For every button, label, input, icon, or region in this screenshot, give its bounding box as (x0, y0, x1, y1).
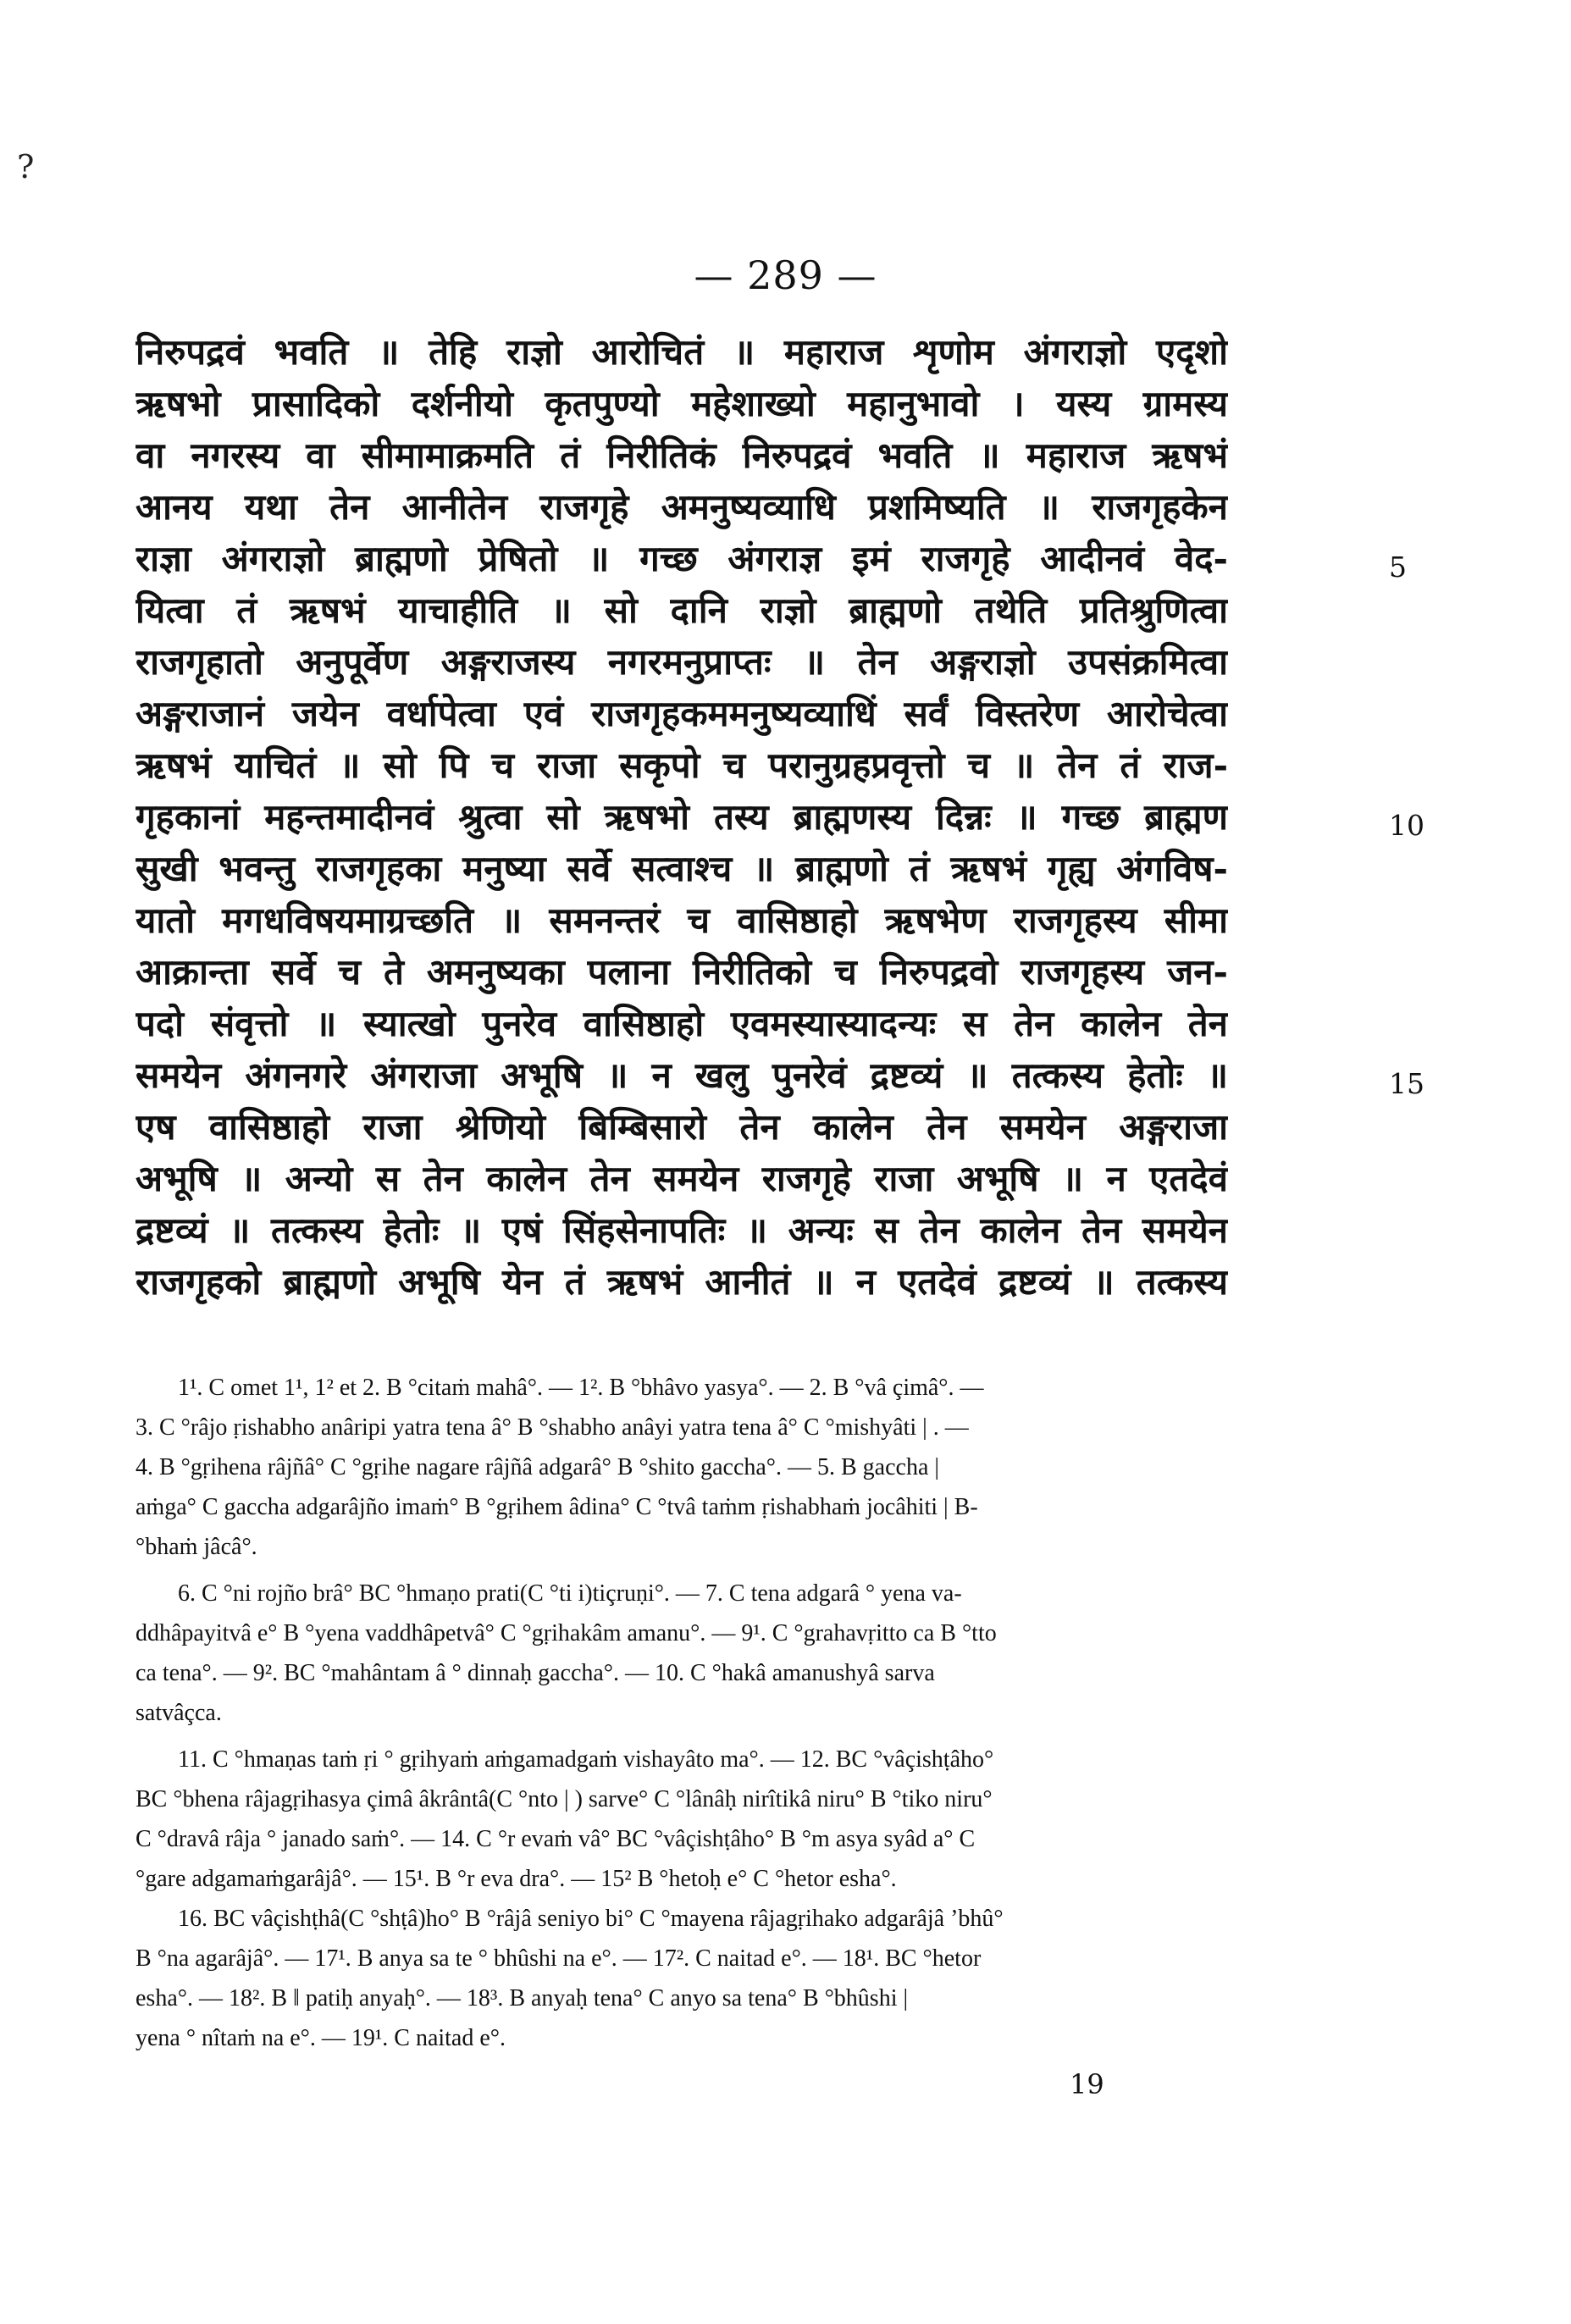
footnote-line: esha°. — 18². B ‖ patiḥ anyaḥ°. — 18³. B anyaḥ tena° C anyo sa tena° B °bhûshi | (136, 1985, 909, 2011)
text-line: राजगृहको ब्राह्मणो अभूषि येन तं ऋषभं आनीतं ॥ न एतदेवं द्रष्टव्यं ॥ तत्कस्य (136, 1261, 1228, 1303)
text-line: अङ्गराजानं जयेन वर्धापेत्वा एवं राजगृहकममनुष्यव्याधिं सर्वं विस्तरेण आरोचेत्वा (136, 693, 1228, 734)
main-text-block (136, 326, 1424, 1308)
footnote-line: 1¹. C omet 1¹, 1² et 2. B °citaṁ mahâ°. — 1². B °bhâvo yasya°. — 2. B °vâ çimâ°. — (178, 1375, 984, 1401)
text-line: पदो संवृत्तो ॥ स्यात्खो पुनरेव वासिष्ठाहो एवमस्यास्यादन्यः स तेन कालेन तेन (136, 1003, 1228, 1044)
footnotes (136, 1368, 1232, 2058)
footnote-line: 6. C °ni rojño brâ° BC °hmaṇo prati(C °ti i)tiçruṇi°. — 7. C tena adgarâ ° yena va- (178, 1580, 962, 1607)
footnote-line: 16. BC vâçishṭhâ(C °shṭâ)ho° B °râjâ seniyo bi° C °mayena râjagṛihako adgarâjâ ’bhû° (178, 1906, 1004, 1932)
text-line: राज्ञा अंगराज्ञो ब्राह्मणो प्रेषितो ॥ गच्छ अंगराज्ञ इमं राजगृहे आदीनवं वेद- (136, 538, 1228, 579)
footnote-line: °bhaṁ jâcâ°. (136, 1534, 257, 1560)
footnote-line: satvâçca. (136, 1700, 222, 1726)
line-number-15: 15 (1389, 1067, 1424, 1100)
text-line: सुखी भवन्तु राजगृहका मनुष्या सर्वे सत्वाश्च ॥ ब्राह्मणो तं ऋषभं गृह्य अंगविष- (136, 848, 1228, 889)
text-line: ऋषभं याचितं ॥ सो पि च राजा सकृपो च परानुग्रहप्रवृत्तो च ॥ तेन तं राज- (136, 744, 1228, 786)
text-line: अभूषि ॥ अन्यो स तेन कालेन तेन समयेन राजगृहे राजा अभूषि ॥ न एतदेवं (136, 1158, 1228, 1199)
footnote-line: 4. B °gṛihena râjñâ° C °gṛihe nagare râjñâ adgarâ° B °shito gaccha°. — 5. B gaccha | (136, 1454, 939, 1480)
text-line: यातो मगधविषयमाग्रच्छति ॥ समनन्तरं च वासिष्ठाहो ऋषभेण राजगृहस्य सीमा (136, 899, 1228, 941)
footnote-line: 3. C °râjo ṛishabho anâripi yatra tena â° B °shabho anâyi yatra tena â° C °mishyâti | . — (136, 1414, 969, 1441)
text-line: द्रष्टव्यं ॥ तत्कस्य हेतोः ॥ एषं सिंहसेनापतिः ॥ अन्यः स तेन कालेन तेन समयेन (136, 1209, 1228, 1251)
text-line: यित्वा तं ऋषभं याचाहीति ॥ सो दानि राज्ञो ब्राह्मणो तथेति प्रतिश्रुणित्वा (136, 589, 1228, 631)
text-line: समयेन अंगनगरे अंगराजा अभूषि ॥ न खलु पुनरेवं द्रष्टव्यं ॥ तत्कस्य हेतोः ॥ (136, 1054, 1228, 1096)
footnote-line: °gare adgamaṁgarâjâ°. — 15¹. B °r eva dra°. — 15² B °hetoḥ e° C °hetor esha°. (136, 1866, 897, 1892)
text-line: राजगृहातो अनुपूर्वेण अङ्गराजस्य नगरमनुप्राप्तः ॥ तेन अङ्गराज्ञो उपसंक्रमित्वा (136, 641, 1228, 683)
footnote-line: aṁga° C gaccha adgarâjño imaṁ° B °gṛihem âdina° C °tvâ taṁm ṛishabhaṁ jocâhiti | B- (136, 1494, 978, 1520)
page-number: — 289 — (694, 252, 877, 298)
text-line: वा नगरस्य वा सीमामाक्रमति तं निरीतिकं निरुपद्रवं भवति ॥ महाराज ऋषभं (136, 434, 1228, 476)
line-number-5: 5 (1389, 551, 1407, 584)
text-line: एष वासिष्ठाहो राजा श्रेणियो बिम्बिसारो तेन कालेन तेन समयेन अङ्गराजा (136, 1106, 1228, 1148)
footnote-line: 11. C °hmaṇas taṁ ṛi ° gṛihyaṁ aṁgamadgaṁ vishayâto ma°. — 12. BC °vâçishṭâho° (178, 1746, 994, 1773)
line-number-10: 10 (1389, 809, 1424, 842)
footnote-line: B °na agarâjâ°. — 17¹. B anya sa te ° bhûshi na e°. — 17². C naitad e°. — 18¹. BC °hetor (136, 1945, 982, 1972)
text-line: आक्रान्ता सर्वे च ते अमनुष्यका पलाना निरीतिको च निरुपद्रवो राजगृहस्य जन- (136, 951, 1228, 993)
text-line: निरुपद्रवं भवति ॥ तेहि राज्ञो आरोचितं ॥ महाराज शृणोम अंगराज्ञो एदृशो (136, 331, 1228, 373)
footnote-line: C °dravâ râja ° janado saṁ°. — 14. C °r evaṁ vâ° BC °vâçishṭâho° B °m asya syâd a° C (136, 1826, 976, 1852)
footnote-line: yena ° nîtaṁ na e°. — 19¹. C naitad e°. (136, 2025, 506, 2051)
signature-mark: 19 (1070, 2068, 1104, 2100)
footnote-line: ca tena°. — 9². BC °mahântam â ° dinnaḥ gaccha°. — 10. C °hakâ amanushyâ sarva (136, 1660, 935, 1686)
text-line: गृहकानां महन्तमादीनवं श्रुत्वा सो ऋषभो तस्य ब्राह्मणस्य दिन्नः ॥ गच्छ ब्राह्मण (136, 796, 1228, 838)
text-line: आनय यथा तेन आनीतेन राजगृहे अमनुष्यव्याधि प्रशमिष्यति ॥ राजगृहकेन (136, 486, 1228, 528)
text-line: ऋषभो प्रासादिको दर्शनीयो कृतपुण्यो महेशाख्यो महानुभावो । यस्य ग्रामस्य (136, 383, 1228, 424)
footnote-line: ddhâpayitvâ e° B °yena vaddhâpetvâ° C °gṛihakâm amanu°. — 9¹. C °grahavṛitto ca B °tto (136, 1620, 997, 1646)
margin-mark: ? (17, 148, 35, 185)
footnote-line: BC °bhena râjagṛihasya çimâ âkrântâ(C °nto | ) sarve° C °lânâḥ nirîtikâ niru° B °tiko niru° (136, 1786, 993, 1812)
